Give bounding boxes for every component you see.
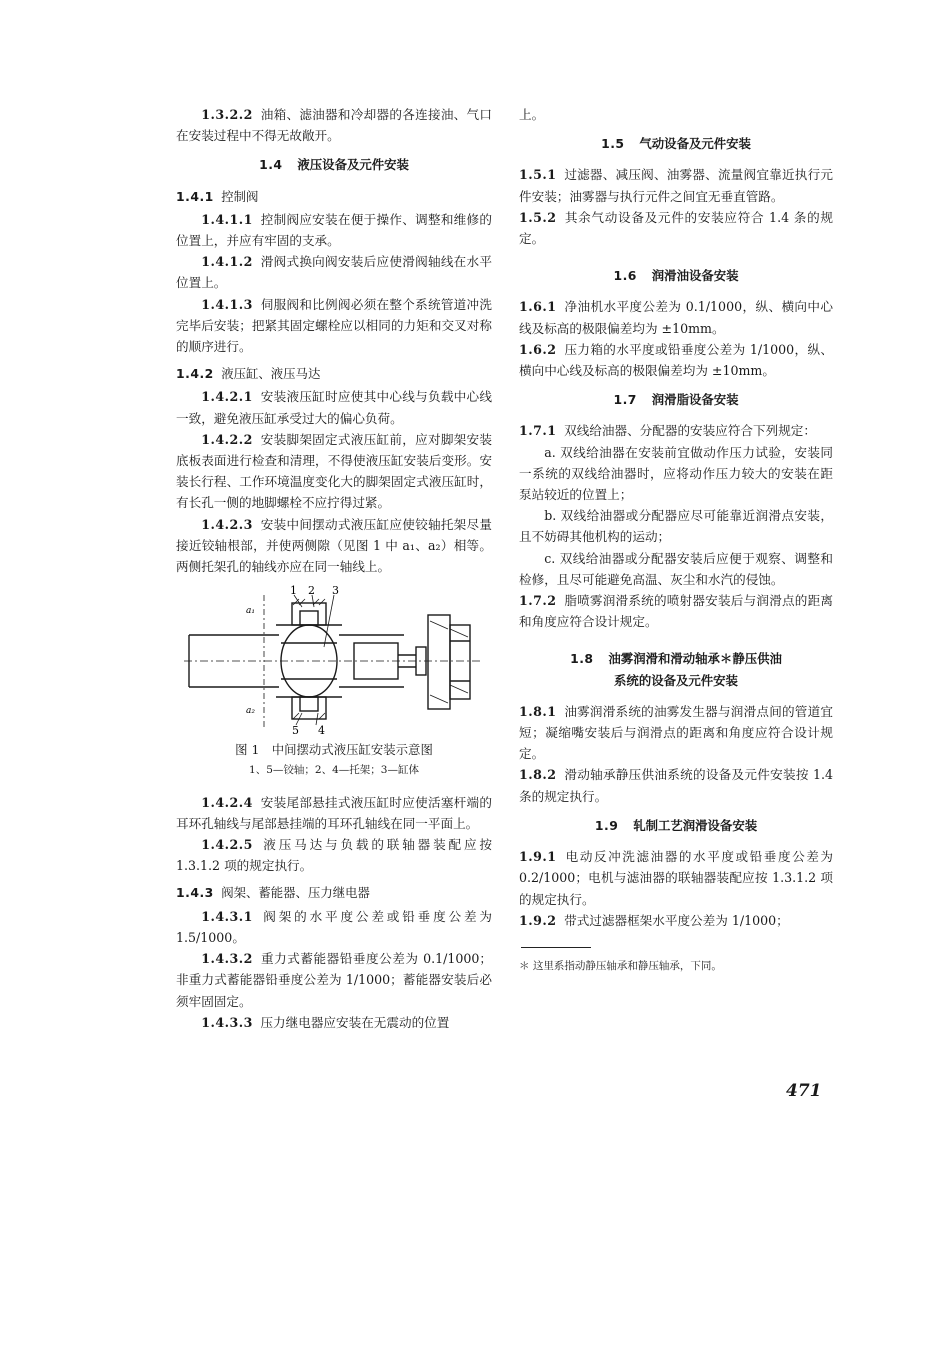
heading-1-6: 1.6 润滑油设备安装 xyxy=(613,268,739,284)
para-1-4-2-2: 1.4.2.2 安装脚架固定式液压缸前，应对脚架安装底板表面进行检查和清理，不得使液压缸安装后变形。安装长行程、工作环境温度变化大的脚架固定式液压缸时，有长孔一侧的地脚螺栓不应拧得过紧。 xyxy=(176,431,492,511)
figure-1 xyxy=(176,585,492,735)
para-1-4-1-3: 1.4.1.3 伺服阀和比例阀必须在整个系统管道冲洗完毕后安装；把紧其固定螺栓应以相同的力矩和交叉对称的顺序进行。 xyxy=(176,296,492,355)
para-1-8-2: 1.8.2 滑动轴承静压供油系统的设备及元件安装按 1.4 条的规定执行。 xyxy=(519,767,833,804)
heading-1-4-1: 1.4.1 控制阀 xyxy=(176,188,259,204)
para-1-4-2-3: 1.4.2.3 安装中间摆动式液压缸应使铰轴托架尽量接近铰轴根部，并使两侧隙（见图 1 中 a₁、a₂）相等。两侧托架孔的轴线亦应在同一轴线上。 xyxy=(176,516,492,575)
para-1-4-3-1: 1.4.3.1 阀架的水平度公差或铅垂度公差为 1.5/1000。 xyxy=(176,908,492,945)
figure-legend: 1、5—铰轴；2、4—托架；3—缸体 xyxy=(249,764,419,777)
para-1-4-2-4: 1.4.2.4 安装尾部悬挂式液压缸时应使活塞杆端的耳环孔轴线与尾部悬挂端的耳环孔轴线在同一平面上。 xyxy=(176,794,492,831)
para-1-7-1-a: a. 双线给油器在安装前宜做动作压力试验，安装同一系统的双线给油器时，应将动作压力较大的安装在距泵站较近的位置上； xyxy=(519,444,833,503)
heading-1-5: 1.5 气动设备及元件安装 xyxy=(601,136,751,152)
footnote-rule xyxy=(521,947,591,948)
label-4: 4 xyxy=(318,724,325,736)
para-1-5-2: 1.5.2 其余气动设备及元件的安装应符合 1.4 条的规定。 xyxy=(519,209,833,247)
label-a1: a₁ xyxy=(246,606,255,617)
heading-1-4-2: 1.4.2 液压缸、液压马达 xyxy=(176,366,321,382)
para-1-4-3-2: 1.4.3.2 重力式蓄能器铅垂度公差为 0.1/1000；非重力式蓄能器铅垂度公差为 1/1000；蓄能器安装后必须牢固固定。 xyxy=(176,951,492,1009)
footnote: ＊ 这里系指动静压轴承和静压轴承，下同。 xyxy=(519,959,722,972)
para-1-7-1: 1.7.1 双线给油器、分配器的安装应符合下列规定： xyxy=(519,423,816,439)
para-1-4-2-1: 1.4.2.1 安装液压缸时应使其中心线与负载中心线一致，避免液压缸承受过大的偏心负荷。 xyxy=(176,389,492,426)
continuation-text: 上。 xyxy=(519,107,545,122)
para-1-7-1-b: b. 双线给油器或分配器应尽可能靠近润滑点安装，且不妨碍其他机构的运动； xyxy=(519,508,833,545)
label-1: 1 xyxy=(290,585,297,598)
label-3: 3 xyxy=(332,585,339,598)
para-1-7-2: 1.7.2 脂喷雾润滑系统的喷射器安装后与润滑点的距离和角度应符合设计规定。 xyxy=(519,593,833,630)
heading-1-9: 1.9 轧制工艺润滑设备安装 xyxy=(594,817,758,833)
right-column xyxy=(519,104,833,977)
heading-1-7: 1.7 润滑脂设备安装 xyxy=(613,392,739,408)
heading-1-4-3: 1.4.3 阀架、蓄能器、压力继电器 xyxy=(176,885,370,901)
para-1-6-1: 1.6.1 净油机水平度公差为 0.1/1000，纵、横向中心线及标高的极限偏差均为 ±10mm。 xyxy=(519,299,833,336)
para-1-6-2: 1.6.2 压力箱的水平度或铅垂度公差为 1/1000，纵、横向中心线及标高的极限偏差均为 ±10mm。 xyxy=(519,341,833,379)
label-5: 5 xyxy=(292,724,299,736)
para-1-9-2: 1.9.2 带式过滤器框架水平度公差为 1/1000； xyxy=(519,912,789,928)
para-1-7-1-c: c. 双线给油器或分配器安装后应便于观察、调整和检修，且尽可能避免高温、灰尘和水汽的侵蚀。 xyxy=(519,550,833,587)
para-1-4-2-5: 1.4.2.5 液压马达与负载的联轴器装配应按 1.3.1.2 项的规定执行。 xyxy=(176,837,492,874)
label-a2: a₂ xyxy=(246,706,255,717)
cylinder-diagram xyxy=(184,585,484,735)
para-1-3-2-2: 1.3.2.2 油箱、滤油器和冷却器的各连接油、气口在安装过程中不得无故敞开。 xyxy=(176,107,492,144)
para-1-4-1-1: 1.4.1.1 控制阀应安装在便于操作、调整和维修的位置上，并应有牢固的支承。 xyxy=(176,211,492,249)
para-1-8-1: 1.8.1 油雾润滑系统的油雾发生器与润滑点间的管道宜短；凝缩嘴安装后与润滑点的距离和角度应符合设计规定。 xyxy=(519,703,833,762)
left-column xyxy=(176,104,492,1033)
label-2: 2 xyxy=(308,585,315,598)
page-number: 471 xyxy=(786,1081,822,1101)
para-1-4-3-3: 1.4.3.3 压力继电器应安装在无震动的位置 xyxy=(201,1014,450,1030)
para-1-9-1: 1.9.1 电动反冲洗滤油器的水平度或铅垂度公差为 0.2/1000；电机与滤油器的联轴器装配应按 1.3.1.2 项的规定执行。 xyxy=(519,849,833,907)
para-1-4-1-2: 1.4.1.2 滑阀式换向阀安装后应使滑阀轴线在水平位置上。 xyxy=(176,254,492,291)
figure-caption: 图 1 中间摆动式液压缸安装示意图 xyxy=(235,742,433,758)
heading-1-4: 1.4 液压设备及元件安装 xyxy=(259,157,409,173)
heading-1-8: 1.8 油雾润滑和滑动轴承＊静压供油 系统的设备及元件安装 xyxy=(570,651,782,688)
para-1-5-1: 1.5.1 过滤器、减压阀、油雾器、流量阀宜靠近执行元件安装；油雾器与执行元件之间宜无垂直管路。 xyxy=(519,167,833,204)
